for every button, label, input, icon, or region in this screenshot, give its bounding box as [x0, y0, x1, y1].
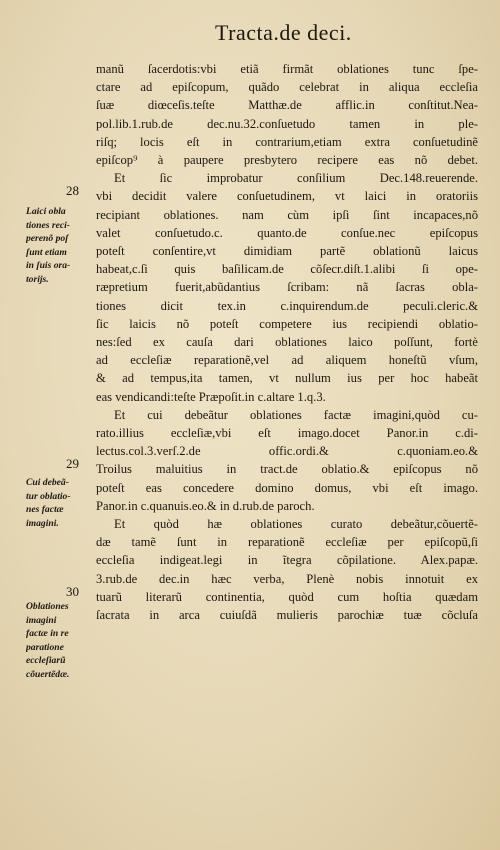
- text-line: pol.lib.1.rub.de dec.nu.32.conſuetudo tamen in ple-: [96, 116, 478, 131]
- text-line: Troilus maluitius in tract.de oblatio.& epiſcopus nõ: [96, 462, 478, 477]
- marginal-note-line: factæ in re: [26, 628, 69, 640]
- text-line: poteſt eas concedere domino domus, vbi eſt imago.: [96, 480, 478, 495]
- paragraph-number: 28: [66, 183, 79, 198]
- paragraph-number: 30: [66, 584, 79, 599]
- text-line: Et cui debeãtur oblationes factæ imagini,quòd cu-: [114, 407, 478, 422]
- marginal-note-line: tiones reci-: [26, 219, 70, 231]
- marginal-note-line: perenõ poſ: [26, 233, 69, 245]
- text-line: ræpretium fuerit,abũdantius ſcribam: nã ſacras obla-: [96, 280, 478, 295]
- marginal-note-line: Laici obla: [26, 206, 66, 217]
- paragraph-number: 29: [66, 456, 79, 471]
- marginal-note: [26, 476, 92, 530]
- text-line: riſq; locis eſt in contrarium,etiam extra conſuetudinẽ: [96, 134, 478, 149]
- paragraph: [96, 406, 478, 515]
- text-line: ctare ad epiſcopum, quãdo celebrat in aliqua eccleſia: [96, 80, 478, 95]
- marginal-note: [26, 600, 92, 682]
- text-line: Panor.in c.quanuis.eo.& in d.rub.de paroch.: [96, 498, 315, 513]
- marginal-note-line: tur oblatio-: [26, 490, 71, 502]
- text-line: lectus.col.3.verſ.2.de offic.ordi.& c.quoniam.eo.&: [96, 444, 478, 459]
- text-line: ſic laicis nõ poteſt competere ius recipiendi oblatio-: [96, 316, 478, 331]
- text-line: vbi decidit valere conſuetudinem, vt laici in oratoriis: [96, 189, 478, 204]
- text-line: 3.rub.de dec.in hæc verba, Plenè nobis innotuit ex: [96, 571, 478, 586]
- marginal-note-line: Oblationes: [26, 601, 69, 612]
- text-line: tuarũ literarũ continentia, quòd cum hoſtia quædam: [96, 589, 478, 604]
- marginal-note-line: imagini.: [26, 517, 59, 529]
- text-line: recipiant oblationes. nam cùm ipſi ſint incapaces,nõ: [96, 207, 478, 222]
- text-line: eas vendicandi:teſte Præpoſit.in c.altare 1.q.3.: [96, 389, 326, 404]
- running-title: Tracta.de deci.: [215, 20, 352, 45]
- marginal-note-line: torijs.: [26, 273, 49, 285]
- text-line: dæ tamẽ ſunt in reparationẽ eccleſiæ per epiſcopũ,ſi: [96, 535, 478, 550]
- body-text: [96, 60, 478, 624]
- paragraph: [96, 60, 478, 169]
- text-line: Et quòd hæ oblationes curato debeãtur,cõuertẽ-: [114, 517, 478, 532]
- text-line: habeat,c.ſi quis baſilicam.de cõſecr.diſt.1.alibi ſi ope-: [96, 262, 478, 277]
- text-line: tiones dicit tex.in c.inquirendum.de peculi.cleric.&: [96, 298, 478, 313]
- marginal-note-line: nes factæ: [26, 504, 64, 516]
- text-line: ad eccleſiæ reparationẽ,vel ad aliquem honeſtũ vſum,: [96, 353, 478, 368]
- text-line: manũ ſacerdotis:vbi etiã firmãt oblationes tunc ſpe-: [96, 62, 478, 76]
- marginal-note-line: cõuertẽdæ.: [26, 668, 70, 680]
- paragraph: [96, 515, 478, 624]
- text-line: poteſt conſentire,vt dimidiam partẽ oblationũ laicus: [96, 244, 478, 259]
- text-line: Et ſic improbatur conſilium Dec.148.reuerende.: [114, 171, 478, 186]
- text-line: eccleſia indigeat.legi in ĩtegra cõpilatione. Alex.papæ.: [96, 553, 478, 568]
- text-line: nes:ſed ex cauſa dari oblationes laico poſſunt, fortè: [96, 335, 478, 350]
- text-line: & ad tempus,ita tamen, vt nullum ius per hoc habeãt: [96, 371, 478, 386]
- text-line: ſacrata in arca cuiuſdã mulieris parochiæ tuæ cõcluſa: [96, 608, 478, 623]
- text-line: rato.illius eccleſiæ,vbi eſt imago.docet Panor.in c.di-: [96, 426, 478, 441]
- marginal-note-line: in ſuis ora-: [26, 260, 71, 272]
- text-line: valet conſuetudo.c. quanto.de conſue.nec epiſcopus: [96, 225, 478, 240]
- marginal-note-line: paratione: [26, 641, 64, 653]
- marginal-note-line: ſunt etiam: [26, 246, 67, 258]
- marginal-note: [26, 205, 92, 287]
- marginal-note-line: imagini: [26, 614, 57, 626]
- paragraph: [96, 169, 478, 406]
- marginal-note-line: eccleſiarũ: [26, 655, 66, 667]
- text-line: ſuæ diœceſis.teſte Matthæ.de afflic.in conſtitut.Nea-: [96, 98, 478, 113]
- marginal-note-line: Cui debeã-: [26, 477, 69, 488]
- text-line: epiſcop⁹ à paupere presbytero recipere eas nõ debet.: [96, 153, 478, 168]
